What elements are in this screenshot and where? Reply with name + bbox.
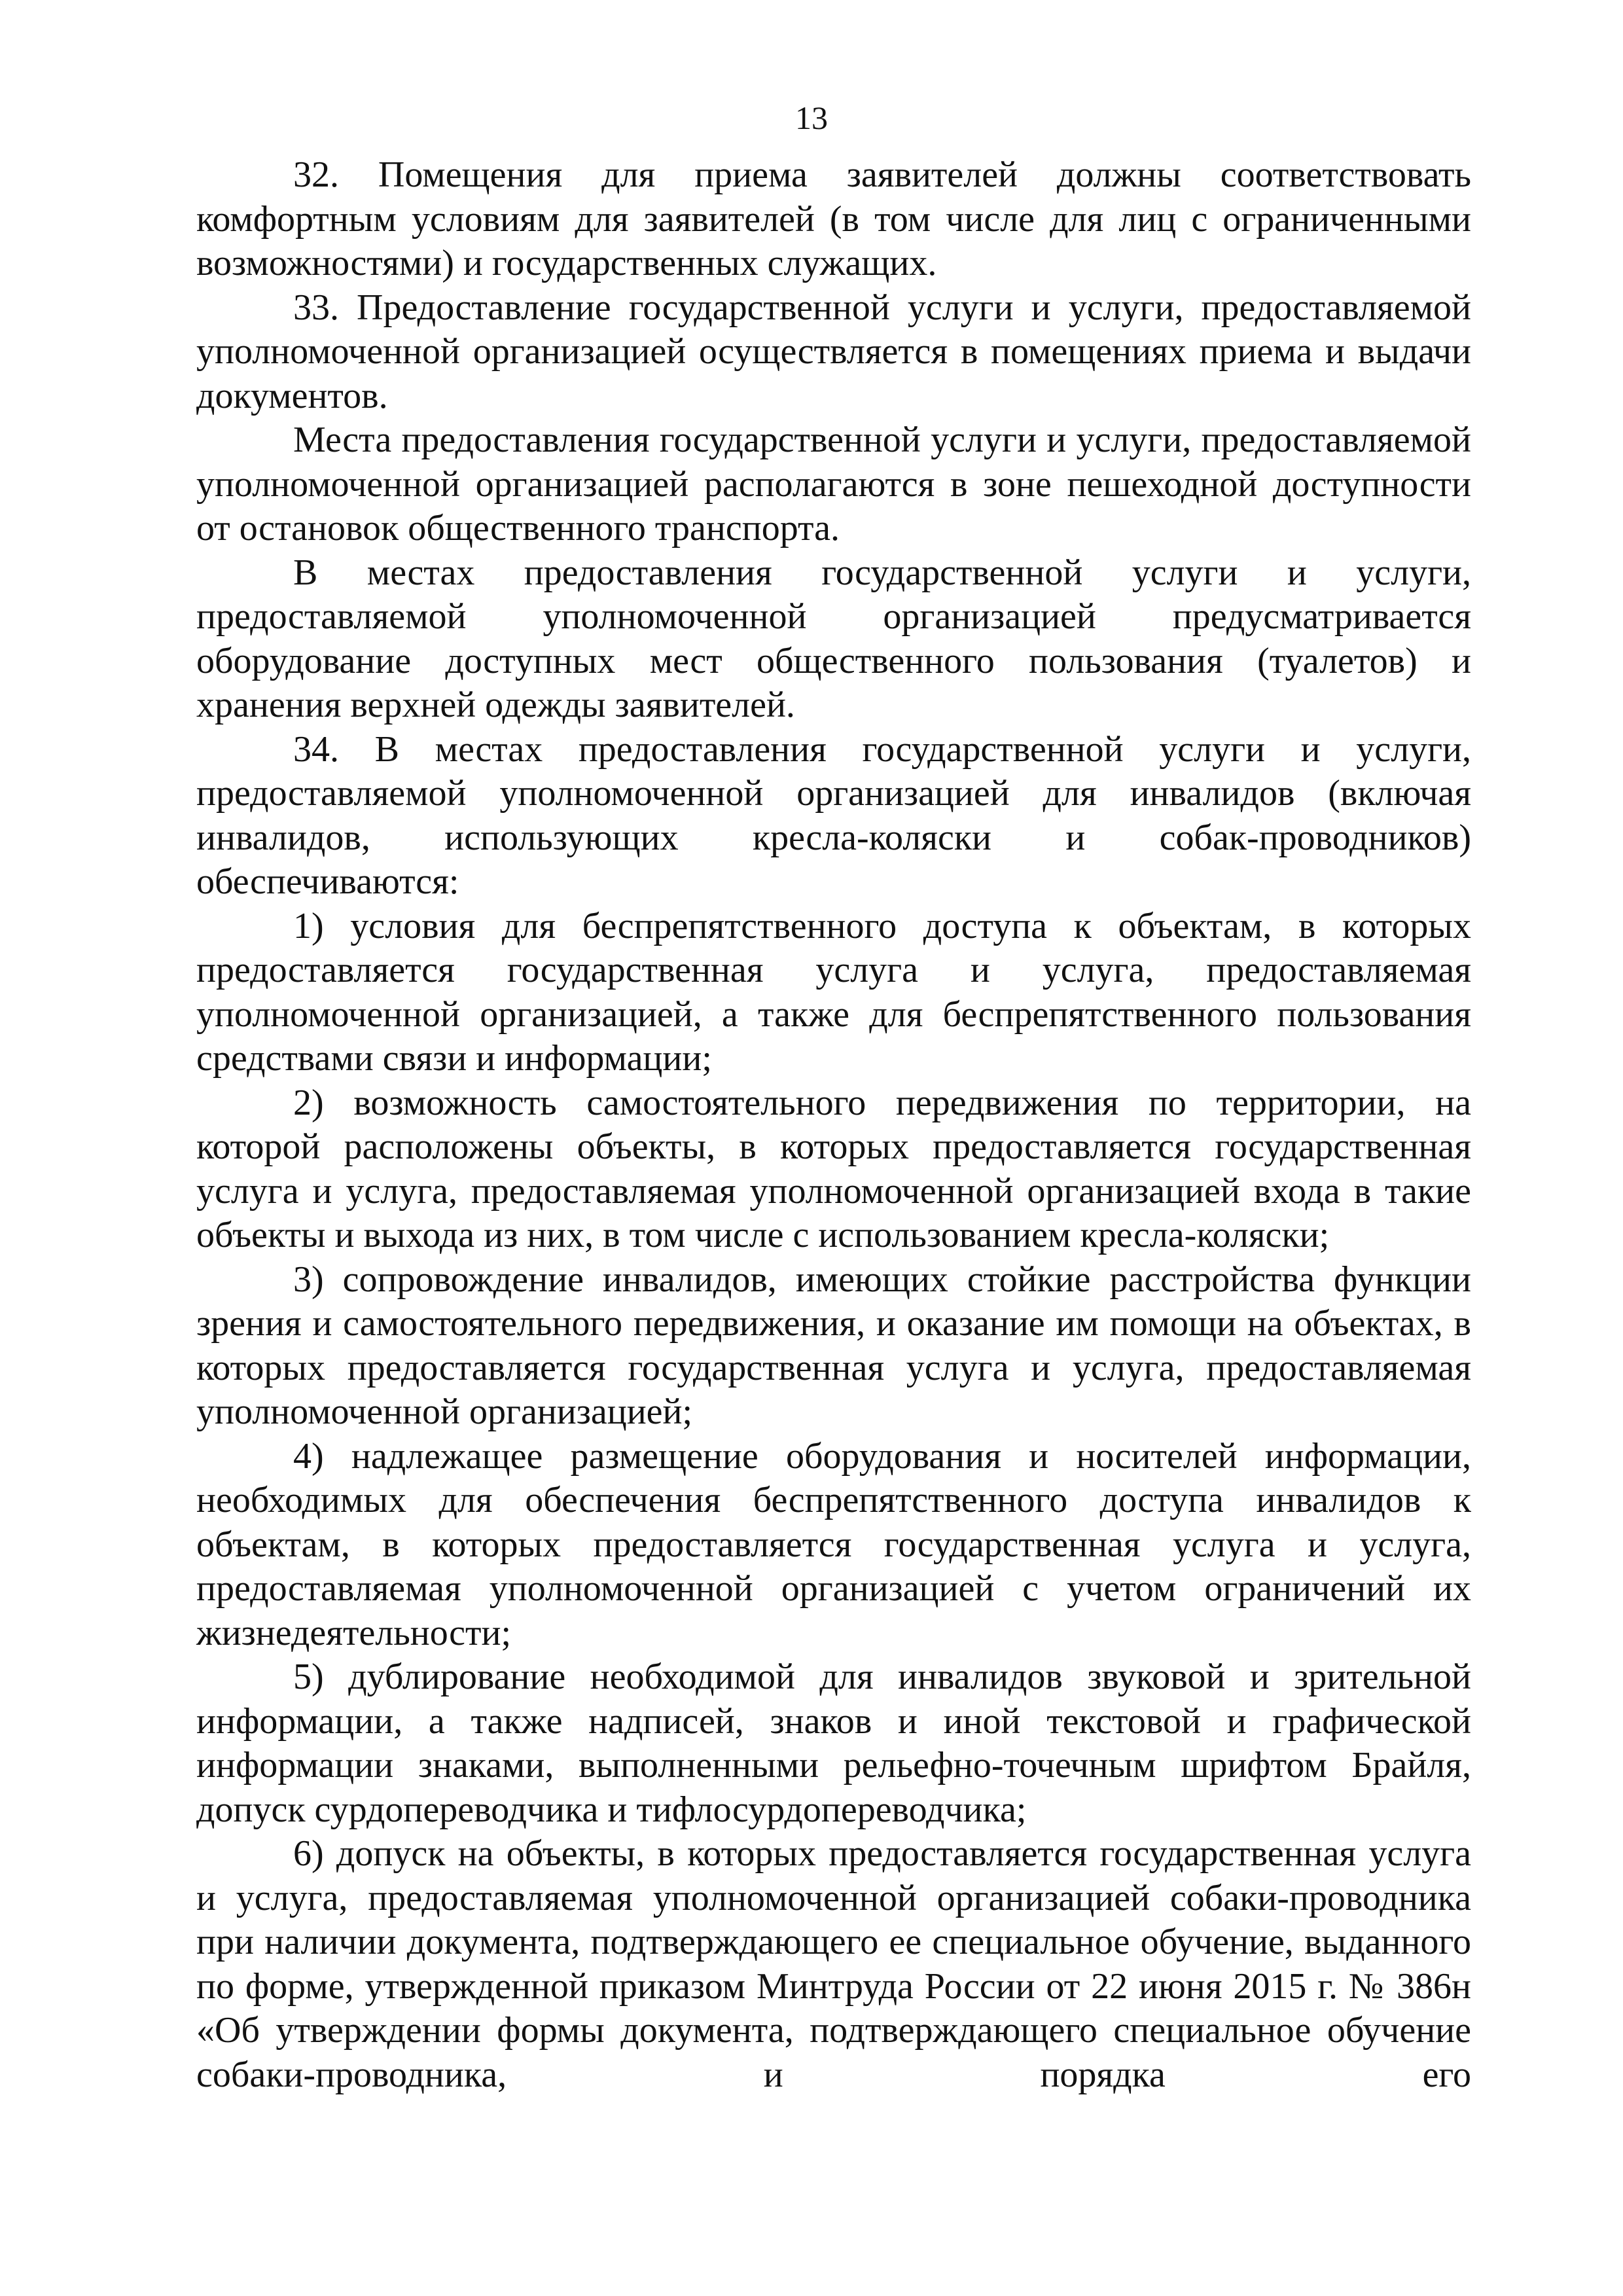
paragraph-32: 32. Помещения для приема заявителей должны соответствовать комфортным условиям для заявителей (в том числе для лиц с ограниченными возможностями) и государственных служащих. xyxy=(196,154,1471,283)
page-number: 13 xyxy=(795,99,828,136)
list-item-3: 3) сопровождение инвалидов, имеющих стойкие расстройства функции зрения и самостоятельного передвижения, и оказание им помощи на объектах, в которых предоставляется государственная услуга и услуга, предоставляемая уполномоченной организацией; xyxy=(196,1259,1471,1432)
list-item-4: 4) надлежащее размещение оборудования и носителей информации, необходимых для обеспечения беспрепятственного доступа инвалидов к объектам, в которых предоставляется государственная услуга и услуга, предоставляемая уполномоченной организацией с учетом ограничений их жизнедеятельности; xyxy=(196,1435,1471,1653)
paragraph-33: 33. Предоставление государственной услуги и услуги, предоставляемой уполномоченной организацией осуществляется в помещениях приема и выдачи документов. xyxy=(196,287,1471,416)
list-item-1: 1) условия для беспрепятственного доступа к объектам, в которых предоставляется государственная услуга и услуга, предоставляемая уполномоченной организацией, а также для беспрепятственного пользования средствами связи и информации; xyxy=(196,905,1471,1079)
document-body xyxy=(196,153,1471,2097)
list-item-6: 6) допуск на объекты, в которых предоставляется государственная услуга и услуга, предоставляемая уполномоченной организацией собаки-проводника при наличии документа, подтверждающего ее специальное обучение, выданного по форме, утвержденной приказом Минтруда России от 22 июня 2015 г. № 386н «Об утверждении формы документа, подтверждающего специальное обучение собаки-проводника, и порядка его xyxy=(196,1833,1471,2095)
paragraph-34: 34. В местах предоставления государственной услуги и услуги, предоставляемой уполномоченной организацией для инвалидов (включая инвалидов, использующих кресла-коляски и собак-проводников) обеспечиваются: xyxy=(196,728,1471,902)
list-item-2: 2) возможность самостоятельного передвижения по территории, на которой расположены объекты, в которых предоставляется государственная услуга и услуга, предоставляемая уполномоченной организацией входа в такие объекты и выхода из них, в том числе с использованием кресла-коляски; xyxy=(196,1082,1471,1255)
paragraph-public-facilities: В местах предоставления государственной услуги и услуги, предоставляемой уполномоченной организацией предусматривается оборудование доступных мест общественного пользования (туалетов) и хранения верхней одежды заявителей. xyxy=(196,552,1471,725)
list-item-5: 5) дублирование необходимой для инвалидов звуковой и зрительной информации, а также надписей, знаков и иной текстовой и графической информации знаками, выполненными рельефно-точечным шрифтом Брайля, допуск сурдопереводчика и тифлосурдопереводчика; xyxy=(196,1657,1471,1830)
paragraph-service-locations: Места предоставления государственной услуги и услуги, предоставляемой уполномоченной организацией располагаются в зоне пешеходной доступности от остановок общественного транспорта. xyxy=(196,420,1471,548)
